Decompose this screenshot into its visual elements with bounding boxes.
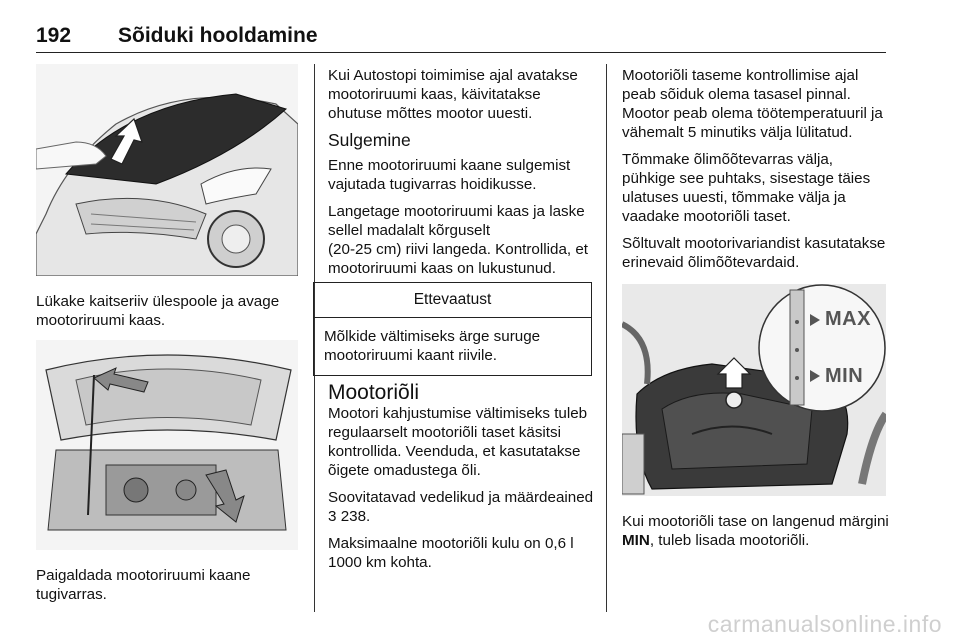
caution-heading: Ettevaatust [314, 283, 591, 318]
closing-heading: Sulgemine [328, 130, 411, 150]
closing-paragraph-2b: (20-25 cm) riivi langeda. Kontrollida, et mootoriruumi kaas on lukustunud. [328, 241, 588, 277]
caption-dipstick-suffix: , tuleb lisada mootoriõli. [649, 532, 810, 549]
dipstick-illustration [622, 284, 886, 496]
page-reference-number[interactable]: 238. [340, 508, 371, 525]
caution-box [313, 282, 592, 376]
closing-paragraph-2 [328, 202, 596, 278]
autostop-paragraph: Kui Autostopi toimimise ajal avatakse mootoriruumi kaas, käivitatakse ohutuse mõttes mootor uuesti. [328, 67, 578, 122]
column-divider-2 [606, 64, 607, 612]
header-rule [36, 52, 886, 53]
oil-check-paragraph-3: Sõltuvalt mootorivariandist kasutatakse erinevaid õlimõõtevardaid. [622, 235, 886, 271]
dipstick-min-label: MIN [825, 365, 864, 387]
hood-latch-illustration [36, 64, 298, 276]
engine-oil-paragraph-2 [328, 488, 596, 526]
caption-dipstick [622, 512, 890, 550]
watermark: carmanualsonline.info [707, 611, 942, 637]
oil-check-paragraph-2: Tõmmake õlimõõtevarras välja, pühkige see puhtaks, sisestage täies ulatuses uuesti, tõmmake välja ja vaadake mootoriõli taset. [622, 151, 871, 225]
column-3-text [622, 66, 890, 280]
engine-oil-heading: Mootoriõli [328, 381, 420, 404]
closing-paragraph-1: Enne mootoriruumi kaane sulgemist vajutada tugivarras hoidikusse. [328, 157, 571, 193]
engine-oil-section [328, 383, 596, 580]
column-2-text [328, 66, 596, 286]
caption-dipstick-min: MIN [622, 532, 650, 549]
hood-prop-rod-illustration [36, 340, 298, 550]
dipstick-max-label: MAX [825, 308, 871, 330]
caption-hood-latch: Lükake kaitseriiv ülespoole ja avage mootoriruumi kaas. [36, 293, 280, 329]
engine-oil-paragraph-3: Maksimaalne mootoriõli kulu on 0,6 l 1000 km kohta. [328, 535, 574, 571]
caption-prop-rod: Paigaldada mootoriruumi kaane tugivarras. [36, 567, 251, 603]
section-title: Sõiduki hooldamine [118, 24, 318, 47]
engine-oil-paragraph-1: Mootori kahjustumise vältimiseks tuleb regulaarselt mootoriõli taset käsitsi kontrollida. Veenduda, et kasutatakse õigete omadustega õli. [328, 405, 588, 479]
caution-text: Mõlkide vältimiseks ärge suruge mootoriruumi kaant riivile. [324, 328, 541, 364]
page-number: 192 [36, 24, 72, 47]
fluids-reference-text: Soovitatavad vedelikud ja määrdeained [328, 489, 594, 506]
oil-check-paragraph-1: Mootoriõli taseme kontrollimise ajal peab sõiduk olema tasasel pinnal. Mootor peab olema töötemperatuuril ja vähemalt 5 minutiks välja lülitatud. [622, 67, 883, 141]
caption-dipstick-prefix: Kui mootoriõli tase on langenud märgini [622, 513, 889, 530]
page-reference-icon: 3 [328, 508, 337, 525]
closing-paragraph-2a: Langetage mootoriruumi kaas ja laske sellel madalalt kõrguselt [328, 203, 585, 239]
